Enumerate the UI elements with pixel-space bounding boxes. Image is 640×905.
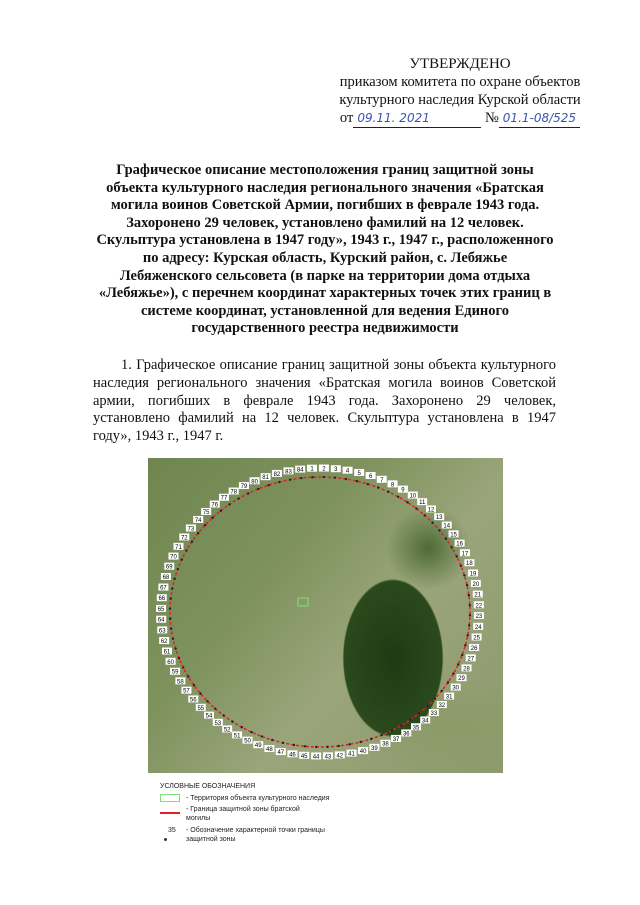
boundary-point [267, 484, 269, 486]
point-label: 18 [466, 561, 473, 568]
point-label: 51 [233, 733, 241, 740]
point-label: 48 [266, 747, 273, 754]
point-label: 50 [244, 738, 251, 745]
boundary-point [370, 738, 372, 740]
point-label: 66 [158, 596, 166, 603]
point-label: 64 [157, 617, 165, 624]
point-label: 53 [214, 720, 222, 727]
boundary-point [426, 705, 428, 707]
point-label: 70 [170, 554, 177, 561]
boundary-point [169, 618, 171, 620]
boundary-point [311, 476, 313, 478]
point-label: 37 [392, 736, 400, 743]
boundary-overlay [148, 458, 503, 773]
boundary-point [182, 666, 184, 668]
point-label: 46 [289, 752, 296, 759]
boundary-point [409, 718, 411, 720]
boundary-point [397, 496, 399, 498]
boundary-point [300, 477, 302, 479]
point-label: 67 [160, 585, 167, 592]
boundary-point [177, 568, 179, 570]
point-label: 5 [357, 470, 361, 477]
boundary-point [211, 517, 213, 519]
point-label: 9 [401, 487, 405, 494]
point-label: 35 [412, 725, 420, 732]
point-label: 69 [165, 564, 173, 571]
boundary-point [172, 638, 174, 640]
legend-boundary-1: - Граница защитной зоны братской [186, 806, 300, 813]
point-label: 77 [220, 495, 228, 502]
point-label: 22 [475, 603, 483, 610]
legend-point-2: защитной зоны [186, 836, 236, 843]
point-label: 81 [262, 475, 269, 482]
boundary-point [173, 578, 175, 580]
point-label: 36 [402, 731, 410, 738]
boundary-point [381, 734, 383, 736]
point-label: 15 [450, 532, 457, 539]
point-label: 78 [230, 489, 238, 496]
boundary-point [171, 587, 173, 589]
point-label: 13 [435, 515, 443, 522]
point-label: 34 [421, 718, 429, 725]
point-label: 30 [452, 685, 460, 692]
point-label: 73 [187, 526, 195, 533]
boundary-point [185, 549, 187, 551]
point-label: 12 [427, 507, 435, 514]
point-label: 71 [175, 544, 182, 551]
boundary-point [261, 735, 263, 737]
approval-number: 01.1-08/525 [499, 109, 580, 128]
point-label: 24 [474, 624, 482, 631]
boundary-point [447, 681, 449, 683]
boundary-point [174, 647, 176, 649]
boundary-point [204, 524, 206, 526]
boundary-point [326, 746, 328, 748]
boundary-point [391, 729, 393, 731]
boundary-swatch [160, 812, 180, 814]
boundary-point [197, 532, 199, 534]
point-label: 7 [380, 477, 384, 484]
point-label: 59 [171, 669, 179, 676]
point-label: 41 [348, 751, 355, 758]
point-label: 11 [419, 500, 426, 507]
boundary-point [191, 540, 193, 542]
point-label: 25 [473, 635, 480, 642]
boundary-point [415, 507, 417, 509]
boundary-point [289, 478, 291, 480]
boundary-point [337, 745, 339, 747]
point-label: 19 [469, 571, 477, 578]
point-label: 40 [359, 749, 367, 756]
boundary-point [241, 726, 243, 728]
point-label: 82 [273, 471, 281, 478]
boundary-point [468, 594, 470, 596]
point-label: 33 [430, 711, 438, 718]
point-label: 58 [177, 679, 184, 686]
point-label: 49 [254, 743, 262, 750]
boundary-point [231, 720, 233, 722]
point-label: 38 [382, 741, 389, 748]
boundary-point [460, 565, 462, 567]
point-label: 27 [467, 656, 475, 663]
point-label: 47 [277, 750, 285, 757]
boundary-point [466, 584, 468, 586]
point-label: 28 [463, 666, 470, 673]
boundary-point [463, 574, 465, 576]
boundary-point [170, 628, 172, 630]
approval-heading: УТВЕРЖДЕНО [409, 56, 511, 72]
boundary-point [438, 529, 440, 531]
boundary-point [220, 510, 222, 512]
legend-heading: УСЛОВНЫЕ ОБОЗНАЧЕНИЯ [160, 783, 256, 790]
number-prefix: № [484, 110, 499, 126]
approval-date: 09.11. 2021 [353, 109, 481, 128]
boundary-point [193, 684, 195, 686]
boundary-point [418, 712, 420, 714]
approval-line-1: приказом комитета по охране объектов [339, 74, 581, 90]
point-label: 84 [296, 467, 304, 474]
boundary-point [406, 501, 408, 503]
boundary-point [434, 698, 436, 700]
section-1-paragraph: 1. Графическое описание границ защитной зоны объекта культурного наследия регионального значения «Братская могила воинов Советской армии, погибших в феврале 1943 года. Захоронено 29 человек, установлено фамилий на 12 человек. Скульптура установлена в 1947 году», 1943 г., 1947 г. [93, 357, 556, 445]
point-label: 52 [223, 727, 231, 734]
point-label: 8 [390, 482, 395, 489]
boundary-point [469, 604, 471, 606]
boundary-point [431, 521, 433, 523]
point-label: 20 [472, 581, 480, 588]
boundary-point [452, 672, 454, 674]
boundary-point [464, 644, 466, 646]
point-label: 32 [438, 703, 446, 710]
aerial-map [148, 458, 503, 773]
point-label: 79 [240, 484, 248, 491]
boundary-point [445, 538, 447, 540]
point-label: 65 [157, 606, 165, 613]
point-label: 68 [162, 574, 170, 581]
map-legend [160, 782, 330, 843]
point-label: 76 [211, 502, 219, 509]
boundary-point [170, 597, 172, 599]
boundary-point [424, 514, 426, 516]
boundary-point [349, 743, 351, 745]
point-label: 80 [251, 479, 258, 486]
boundary-point [334, 476, 336, 478]
boundary-point [247, 492, 249, 494]
point-label: 56 [189, 697, 197, 704]
point-label: 83 [285, 469, 292, 476]
point-label: 31 [445, 694, 453, 701]
point-label: 10 [409, 493, 417, 500]
legend-territory: - Территория объекта культурного наследия [186, 795, 330, 802]
heritage-territory [298, 598, 308, 606]
point-label: 61 [163, 649, 171, 656]
point-swatch [164, 838, 167, 841]
boundary-point [441, 690, 443, 692]
point-label: 45 [300, 753, 308, 760]
point-label: 42 [336, 753, 344, 760]
point-label: 3 [334, 467, 338, 474]
boundary-point [468, 624, 470, 626]
point-label: 4 [345, 468, 350, 475]
document-title: Графическое описание местоположения границ защитной зоны объекта культурного наследия регионального значения «Братская могила воинов Советской Армии, погибших в феврале 1943 года. Захоронено 29 человек, установлено фамилий на 12 человек. Скульптура установлена в 1947 году», 1943 г., 1947 г., расположенного по адресу: Курская область, Курский район, с. Лебяжье Лебяженского сельсовета (в парке на территории дома отдыха «Лебяжье»), с перечнем координат характерных точек этих границ в системе координат, установленной для ведения Единого государственного реестра недвижимости [96, 162, 554, 337]
boundary-point [451, 546, 453, 548]
territory-swatch [160, 794, 180, 802]
point-label: 75 [202, 509, 210, 516]
point-label: 21 [474, 592, 482, 599]
boundary-point [237, 497, 239, 499]
point-label: 55 [197, 705, 205, 712]
boundary-point [271, 739, 273, 741]
boundary-point [206, 700, 208, 702]
point-label: 23 [475, 614, 483, 621]
point-label: 6 [368, 473, 373, 480]
point-label: 54 [205, 713, 213, 720]
boundary-point [359, 741, 361, 743]
point-label: 14 [443, 523, 451, 530]
boundary-point [356, 480, 358, 482]
boundary-point [456, 555, 458, 557]
point-label: 62 [160, 639, 168, 646]
boundary-point [250, 731, 252, 733]
point-label: 57 [183, 688, 190, 695]
boundary-point [304, 745, 306, 747]
boundary-point [169, 607, 171, 609]
point-label: 26 [470, 646, 478, 653]
point-label: 72 [180, 535, 188, 542]
point-label: 16 [456, 541, 463, 548]
boundary-point [457, 663, 459, 665]
point-label: 43 [324, 754, 332, 761]
boundary-point [187, 675, 189, 677]
point-label: 29 [458, 676, 465, 683]
boundary-point [367, 483, 369, 485]
boundary-point [323, 476, 325, 478]
boundary-point [282, 742, 284, 744]
boundary-point [377, 486, 379, 488]
date-prefix: от [339, 110, 354, 126]
point-label: 60 [167, 659, 174, 666]
boundary-point [222, 714, 224, 716]
point-label: 44 [312, 754, 320, 761]
approval-line-2: культурного наследия Курской области [339, 92, 581, 108]
legend-boundary-2: могилы [186, 815, 211, 822]
boundary-point [467, 634, 469, 636]
point-label: 17 [461, 551, 469, 558]
boundary-point [228, 503, 230, 505]
boundary-point [387, 491, 389, 493]
point-label: 1 [310, 466, 314, 473]
point-label: 39 [371, 745, 378, 752]
point-label: 74 [194, 517, 202, 524]
boundary-point [278, 481, 280, 483]
boundary-point [181, 558, 183, 560]
boundary-point [199, 692, 201, 694]
boundary-point [469, 614, 471, 616]
boundary-point [214, 707, 216, 709]
approval-block [300, 55, 620, 128]
point-label: 63 [158, 628, 166, 635]
legend-point-1: - Обозначение характерной точки границы [186, 827, 325, 834]
legend-point-sample: 35 [168, 827, 176, 834]
boundary-point [315, 746, 317, 748]
boundary-point [461, 654, 463, 656]
boundary-point [178, 657, 180, 659]
point-label: 2 [322, 466, 326, 473]
boundary-point [257, 488, 259, 490]
boundary-point [293, 744, 295, 746]
boundary-point [345, 478, 347, 480]
boundary-point [400, 724, 402, 726]
